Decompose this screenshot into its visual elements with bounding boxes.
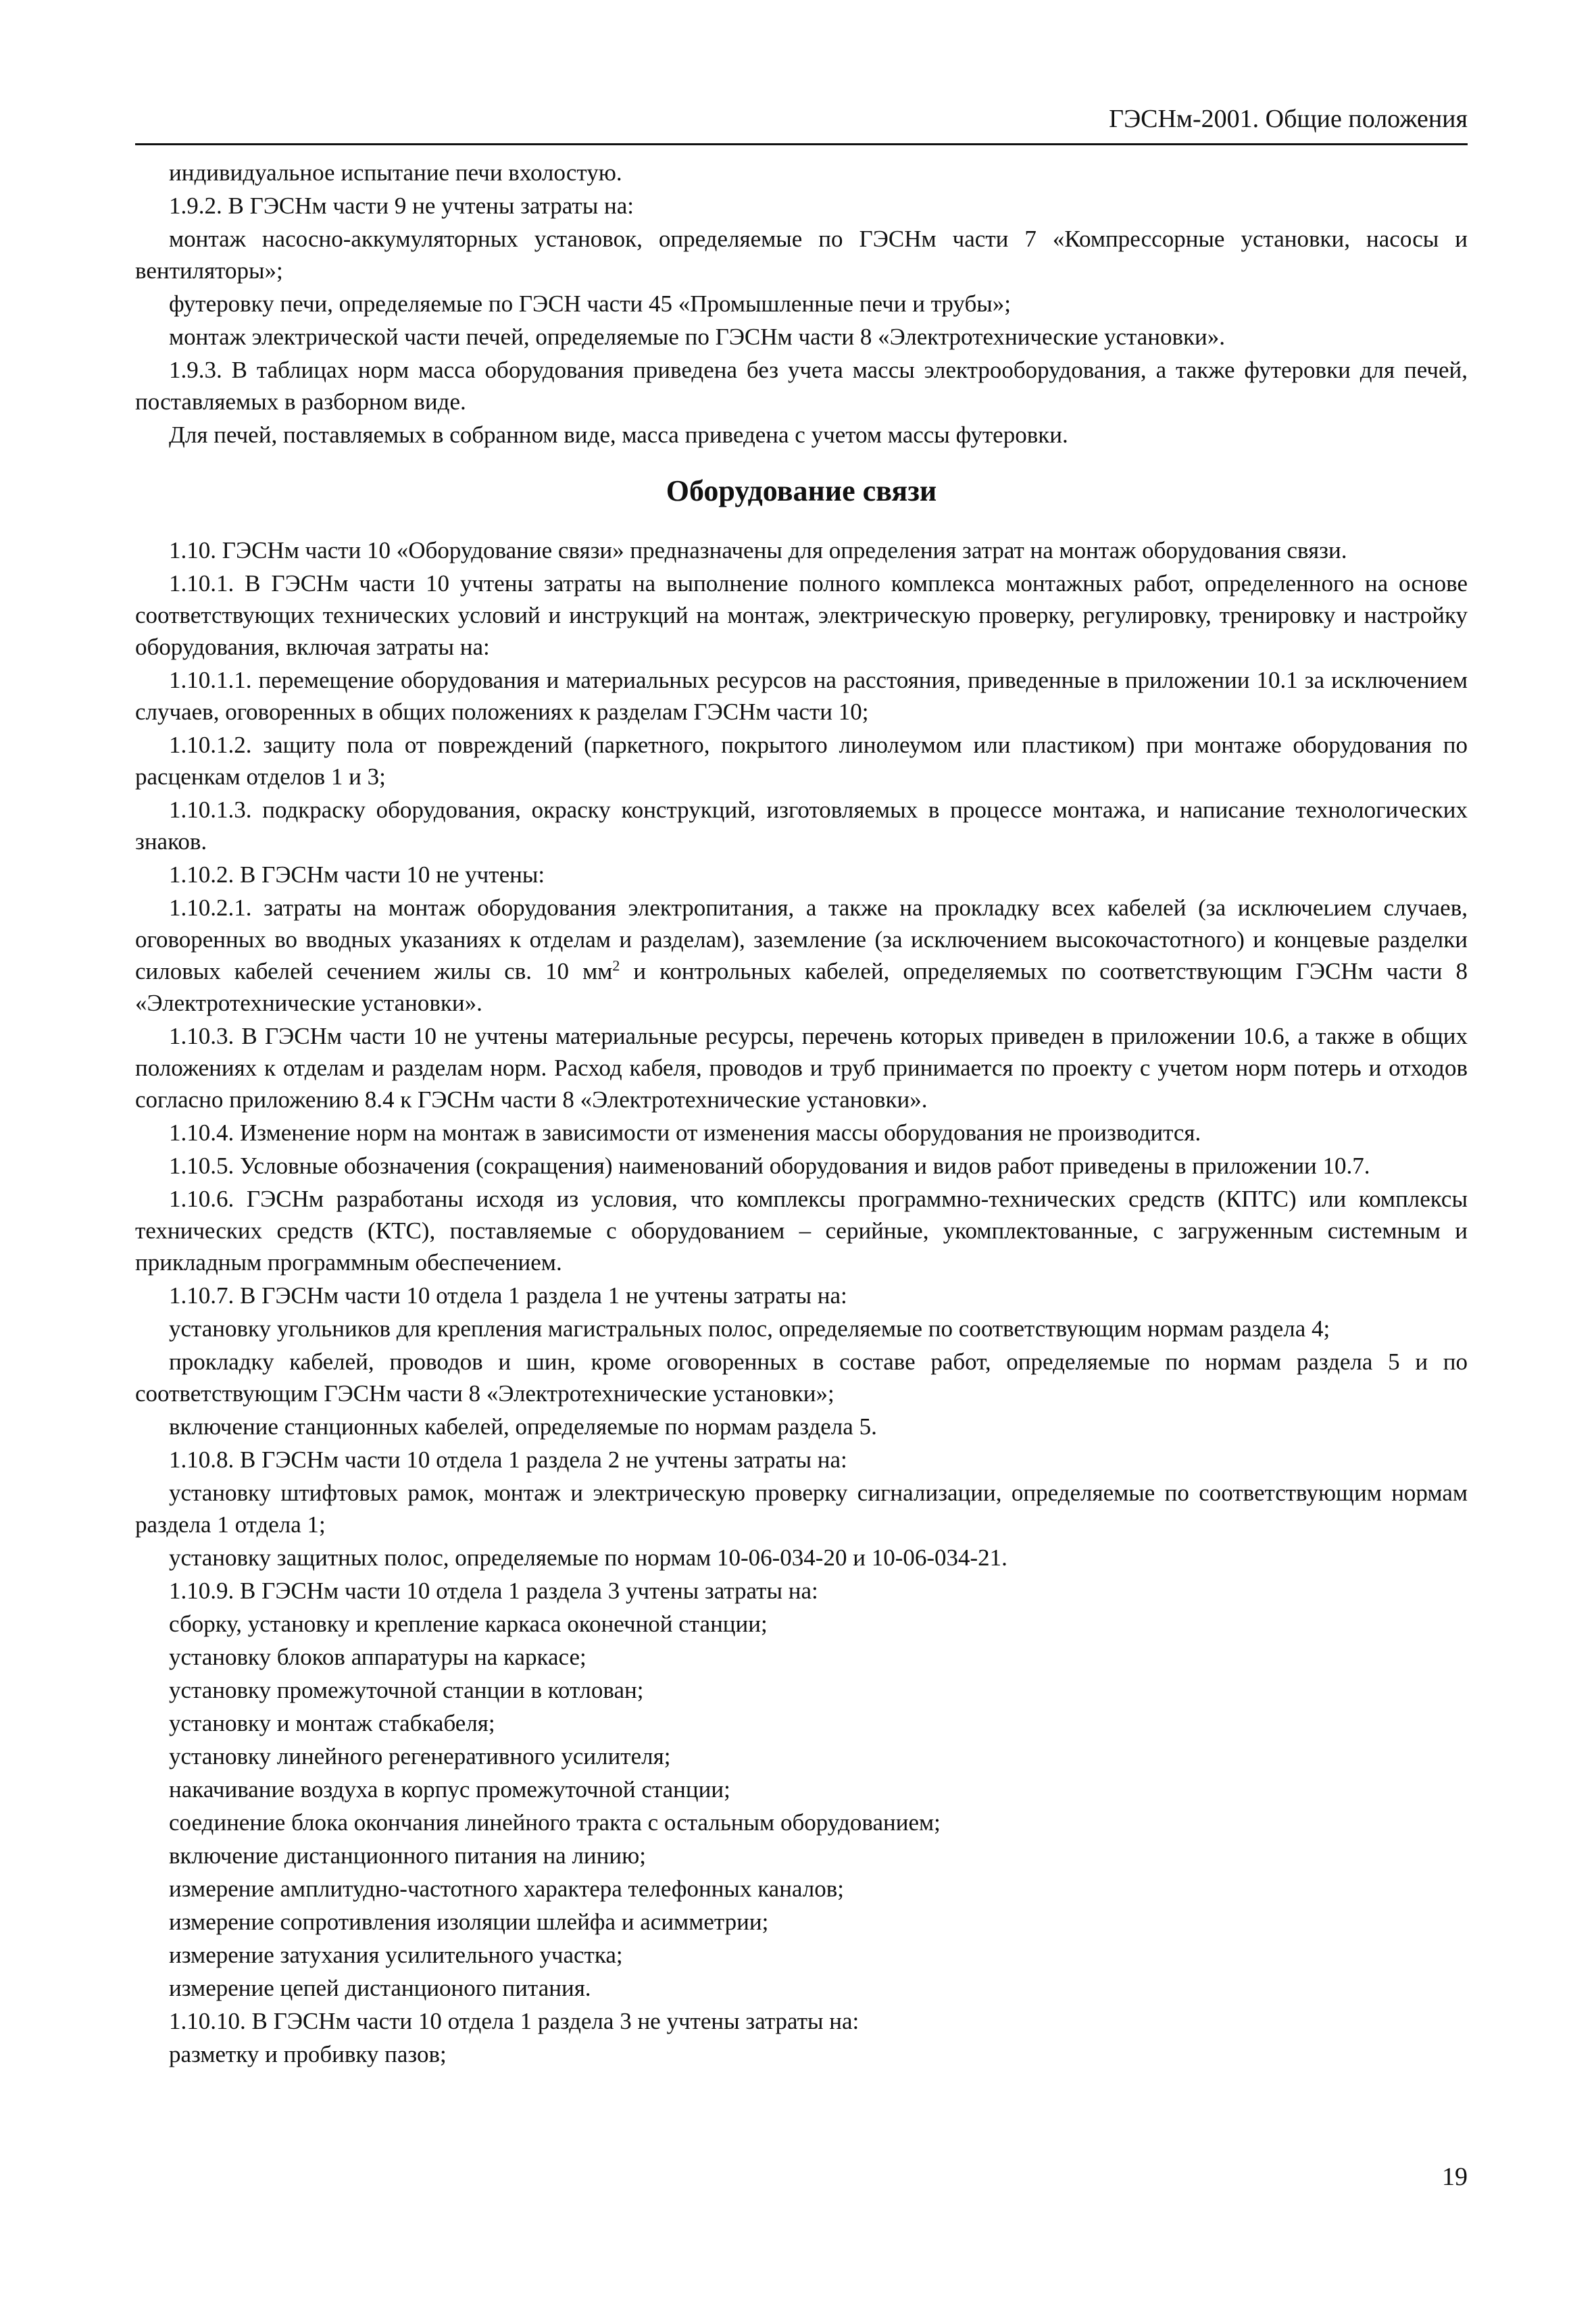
- paragraph: прокладку кабелей, проводов и шин, кроме оговоренных в составе работ, определяемые по нормам раздела 5 и по соответствующим ГЭСНм части 8 «Электротехнические установки»;: [135, 1349, 1468, 1407]
- section-title: Оборудование связи: [666, 474, 937, 507]
- list-item: установку блоков аппаратуры на каркасе;: [169, 1644, 587, 1670]
- paragraph: 1.9.2. В ГЭСНм части 9 не учтены затраты на:: [169, 193, 634, 219]
- paragraph: 1.10.1. В ГЭСНм части 10 учтены затраты на выполнение полного комплекса монтажных работ, определенного на основе соответствующих технических условий и инструкций на монтаж, электрическую проверку, регулировку, тренировку и настройку оборудования, включая затраты на:: [135, 570, 1468, 660]
- list-item: соединение блока окончания линейного тракта с остальным оборудованием;: [169, 1809, 941, 1836]
- paragraph: [135, 892, 1468, 1019]
- paragraph: монтаж электрической части печей, определяемые по ГЭСНм части 8 «Электротехнические установки».: [169, 324, 1226, 350]
- paragraph: индивидуальное испытание печи вхолостую.: [169, 159, 622, 186]
- page-number: 19: [1442, 2163, 1468, 2191]
- list-item: установку и монтаж стабкабеля;: [169, 1710, 495, 1736]
- paragraph: 1.10.1.3. подкраску оборудования, окраску конструкций, изготовляемых в процессе монтажа, и написание технологических знаков.: [135, 797, 1468, 855]
- list-item: измерение цепей дистанционого питания.: [169, 1975, 591, 2001]
- paragraph: 1.10. ГЭСНм части 10 «Оборудование связи» предназначены для определения затрат на монтаж оборудования связи.: [169, 537, 1347, 563]
- paragraph: 1.10.4. Изменение норм на монтаж в зависимости от изменения массы оборудования не производится.: [169, 1120, 1201, 1146]
- list-item: сборку, установку и крепление каркаса оконечной станции;: [169, 1611, 768, 1637]
- list-item: установку промежуточной станции в котлован;: [169, 1677, 644, 1703]
- paragraph: 1.10.10. В ГЭСНм части 10 отдела 1 раздела 3 не учтены затраты на:: [169, 2008, 859, 2034]
- paragraph: 1.10.8. В ГЭСНм части 10 отдела 1 раздела 2 не учтены затраты на:: [169, 1447, 847, 1473]
- paragraph: футеровку печи, определяемые по ГЭСН части 45 «Промышленные печи и трубы»;: [169, 291, 1012, 317]
- list-item: установку линейного регенеративного усилителя;: [169, 1743, 671, 1769]
- paragraph: установку штифтовых рамок, монтаж и электрическую проверку сигнализации, определяемые по соответствующим нормам раздела 1 отдела 1;: [135, 1480, 1468, 1538]
- paragraph: монтаж насосно-аккумуляторных установок, определяемые по ГЭСНм части 7 «Компрессорные установки, насосы и вентиляторы»;: [135, 226, 1468, 284]
- paragraph: 1.9.3. В таблицах норм масса оборудования приведена без учета массы электрооборудования, а также футеровки для печей, поставляемых в разборном виде.: [135, 357, 1468, 415]
- superscript: 2: [612, 957, 620, 974]
- list-item: накачивание воздуха в корпус промежуточной станции;: [169, 1776, 730, 1803]
- list-item: измерение сопротивления изоляции шлейфа и асимметрии;: [169, 1909, 769, 1935]
- paragraph: 1.10.1.2. защиту пола от повреждений (паркетного, покрытого линолеумом или пластиком) при монтаже оборудования по расценкам отделов 1 и 3;: [135, 732, 1468, 790]
- list-item: измерение затухания усилительного участка;: [169, 1942, 623, 1968]
- paragraph: установку угольников для крепления магистральных полос, определяемые по соответствующим нормам раздела 4;: [169, 1315, 1330, 1342]
- list-item: включение дистанционного питания на линию;: [169, 1842, 646, 1869]
- paragraph: Для печей, поставляемых в собранном виде, масса приведена с учетом массы футеровки.: [169, 422, 1068, 448]
- paragraph: включение станционных кабелей, определяемые по нормам раздела 5.: [169, 1413, 877, 1440]
- list-item: измерение амплитудно-частотного характера телефонных каналов;: [169, 1876, 844, 1902]
- paragraph: 1.10.3. В ГЭСНм части 10 не учтены материальные ресурсы, перечень которых приведен в приложении 10.6, а также в общих положениях к отделам и разделам норм. Расход кабеля, проводов и труб принимается по проекту с учетом норм потерь и отходов согласно приложению 8.4 к ГЭСНм части 8 «Электротехнические установки».: [135, 1023, 1468, 1113]
- document-body: [135, 157, 1468, 2071]
- paragraph-text: и контрольных кабелей, определяемых по соответствующим ГЭСНм части 8 «Электротехнические установки».: [135, 958, 1468, 1016]
- paragraph: 1.10.7. В ГЭСНм части 10 отдела 1 раздела 1 не учтены затраты на:: [169, 1282, 847, 1309]
- paragraph-text: 1.10.2.1. затраты на монтаж оборудования электропитания, а также на прокладку всех кабелей (за исключеʟием случаев, оговоренных во вводных указаниях к отделам и разделам), заземление (за исключением высокочастотного) и концевые разделки силовых кабелей сечением жилы св. 10 мм: [135, 895, 1468, 984]
- paragraph: 1.10.1.1. перемещение оборудования и материальных ресурсов на расстояния, приведенные в приложении 10.1 за исключением случаев, оговоренных в общих положениях к разделам ГЭСНм части 10;: [135, 667, 1468, 725]
- paragraph: установку защитных полос, определяемые по нормам 10-06-034-20 и 10-06-034-21.: [169, 1544, 1007, 1571]
- paragraph: 1.10.9. В ГЭСНм части 10 отдела 1 раздела 3 учтены затраты на:: [169, 1578, 818, 1604]
- paragraph: 1.10.5. Условные обозначения (сокращения) наименований оборудования и видов работ приведены в приложении 10.7.: [169, 1153, 1370, 1179]
- paragraph: 1.10.2. В ГЭСНм части 10 не учтены:: [169, 861, 545, 888]
- running-header: ГЭСНм-2001. Общие положения: [135, 101, 1468, 145]
- list-item: разметку и пробивку пазов;: [169, 2041, 447, 2067]
- paragraph: 1.10.6. ГЭСНм разработаны исходя из условия, что комплексы программно-технических средств (КПТС) или комплексы технических средств (КТС), поставляемые с оборудованием – серийные, укомплектованные, с загруженным системным и прикладным программным обеспечением.: [135, 1186, 1468, 1276]
